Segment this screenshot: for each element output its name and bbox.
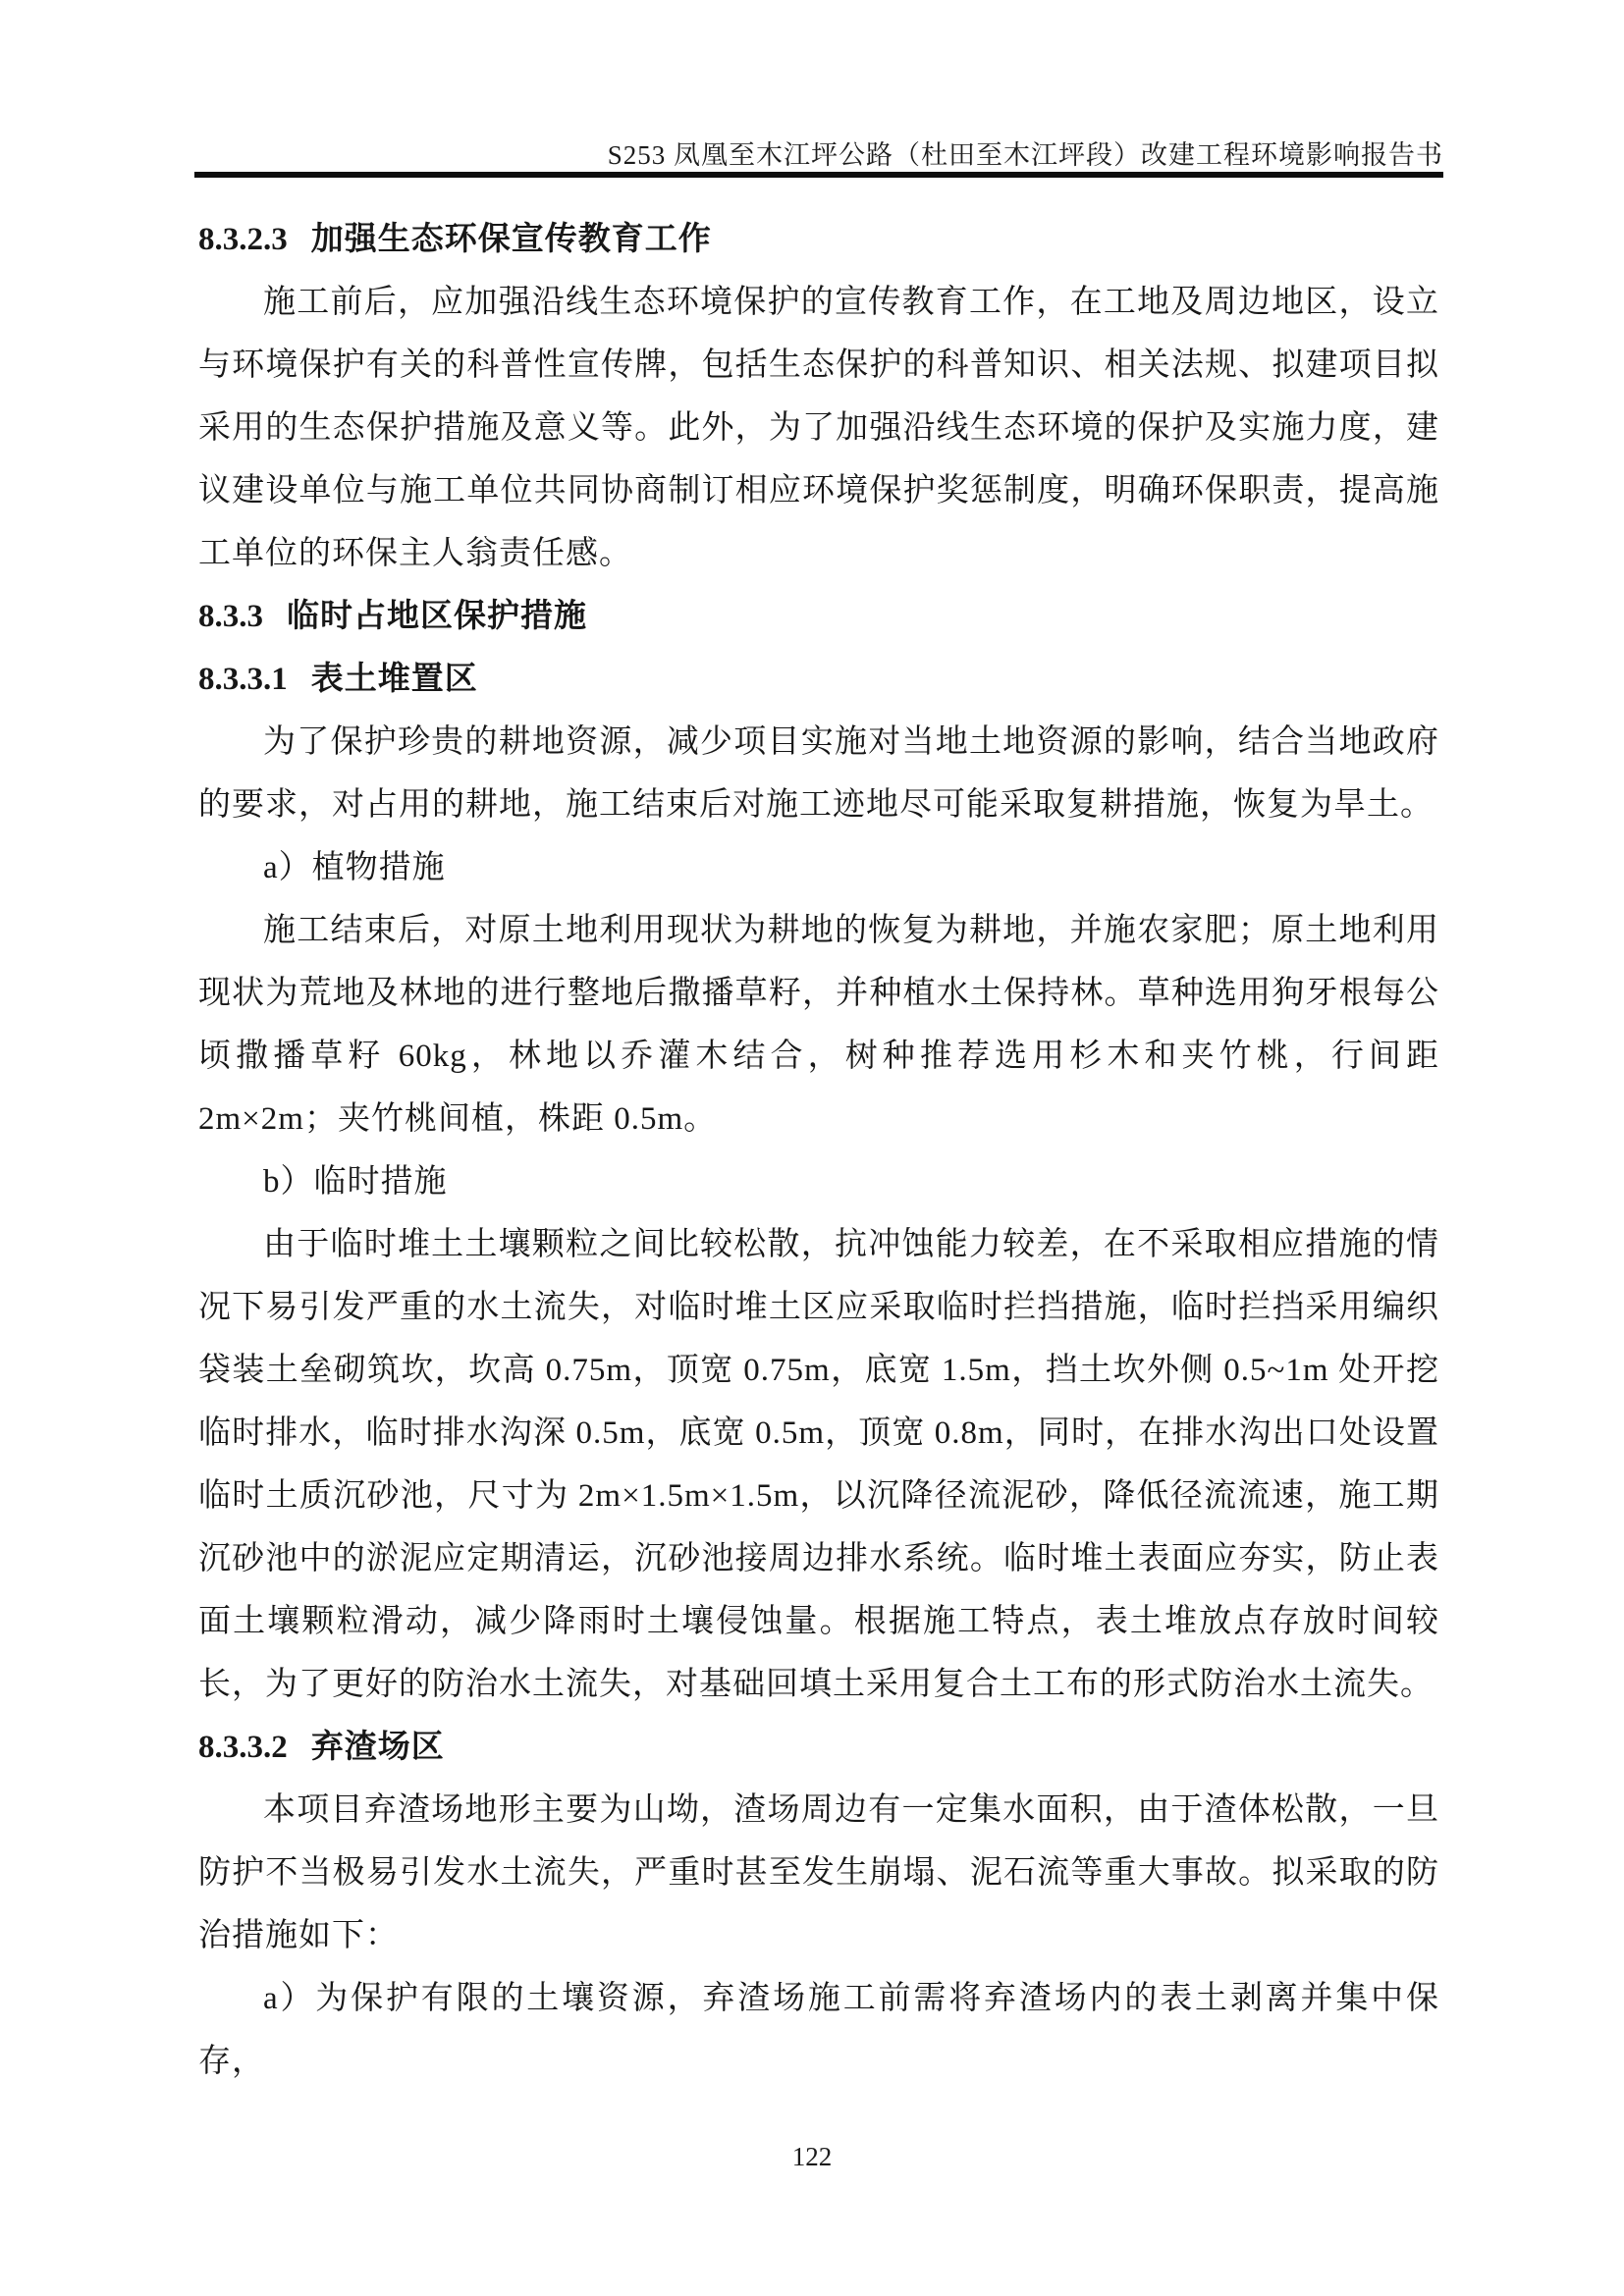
body-paragraph: 为了保护珍贵的耕地资源，减少项目实施对当地土地资源的影响，结合当地政府的要求，对占用的耕地，施工结束后对施工迹地尽可能采取复耕措施，恢复为旱土。	[198, 724, 1439, 823]
body-paragraph: a）为保护有限的土壤资源，弃渣场施工前需将弃渣场内的表土剥离并集中保存，	[198, 1981, 1439, 2079]
body-paragraph: 施工结束后，对原土地利用现状为耕地的恢复为耕地，并施农家肥；原土地利用现状为荒地及林地的进行整地后撒播草籽，并种植水土保持林。草种选用狗牙根每公顷撒播草籽 60kg，林地以乔灌木结合，树种推荐选用杉木和夹竹桃，行间距 2m×2m；夹竹桃间植，株距 0.5m。	[198, 913, 1439, 1137]
section-heading	[198, 585, 1439, 648]
body-paragraph: b）临时措施	[263, 1164, 448, 1200]
running-header-title: S253 凤凰至木江坪公路（杜田至木江坪段）改建工程环境影响报告书	[607, 140, 1443, 170]
section-heading-title: 弃渣场区	[310, 1730, 445, 1765]
section-heading-number: 8.3.3.1	[198, 662, 288, 697]
section-heading	[198, 1716, 1439, 1779]
section-heading-number: 8.3.2.3	[198, 222, 288, 257]
section-heading-number: 8.3.3	[198, 599, 263, 634]
body-paragraph: 施工前后，应加强沿线生态环境保护的宣传教育工作，在工地及周边地区，设立与环境保护有关的科普性宣传牌，包括生态保护的科普知识、相关法规、拟建项目拟采用的生态保护措施及意义等。此外，为了加强沿线生态环境的保护及实施力度，建议建设单位与施工单位共同协商制订相应环境保护奖惩制度，明确环保职责，提高施工单位的环保主人翁责任感。	[198, 285, 1439, 571]
section-heading-number: 8.3.3.2	[198, 1730, 288, 1765]
header-rule	[194, 172, 1443, 178]
body-paragraph: 本项目弃渣场地形主要为山坳，渣场周边有一定集水面积，由于渣体松散，一旦防护不当极易引发水土流失，严重时甚至发生崩塌、泥石流等重大事故。拟采取的防治措施如下：	[198, 1792, 1439, 1953]
body-paragraph: a）植物措施	[263, 850, 446, 885]
section-heading	[198, 208, 1439, 271]
section-heading-title: 加强生态环保宣传教育工作	[310, 222, 712, 257]
body-paragraph: 由于临时堆土土壤颗粒之间比较松散，抗冲蚀能力较差，在不采取相应措施的情况下易引发严重的水土流失，对临时堆土区应采取临时拦挡措施，临时拦挡采用编织袋装土垒砌筑坎，坎高 0.75m，顶宽 0.75m，底宽 1.5m，挡土坎外侧 0.5~1m 处开挖临时排水，临时排水沟深 0.5m，底宽 0.5m，顶宽 0.8m，同时，在排水沟出口处设置临时土质沉砂池，尺寸为 2m×1.5m×1.5m，以沉降径流泥砂，降低径流流速，施工期沉砂池中的淤泥应定期清运，沉砂池接周边排水系统。临时堆土表面应夯实，防止表面土壤颗粒滑动，减少降雨时土壤侵蚀量。根据施工特点，表土堆放点存放时间较长，为了更好的防治水土流失，对基础回填土采用复合土工布的形式防治水土流失。	[198, 1227, 1439, 1702]
section-heading-title: 表土堆置区	[310, 662, 478, 697]
page-number: 122	[791, 2142, 833, 2171]
section-heading-title: 临时占地区保护措施	[287, 599, 587, 634]
content	[198, 208, 1439, 2093]
section-heading	[198, 648, 1439, 711]
